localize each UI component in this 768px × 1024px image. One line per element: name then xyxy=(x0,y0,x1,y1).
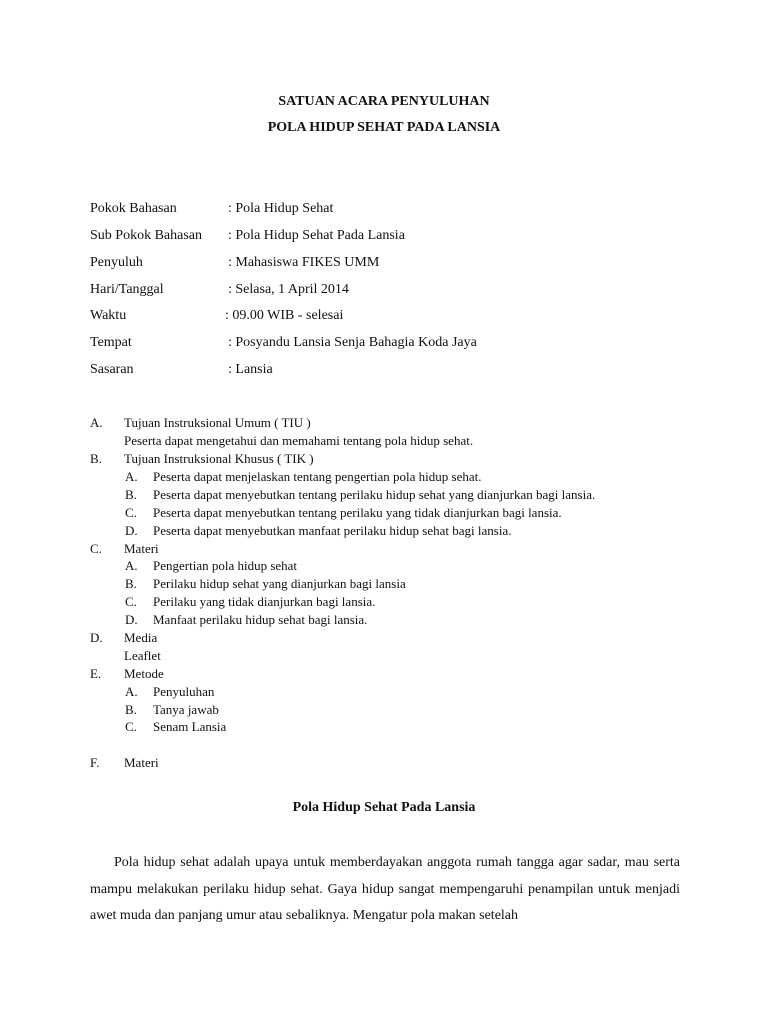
list-item-text: Tanya jawab xyxy=(153,702,219,717)
list-item-letter: D. xyxy=(125,523,138,538)
list-item-letter: C. xyxy=(125,719,137,734)
list-item-letter: A. xyxy=(125,558,138,573)
list-item-letter: B. xyxy=(125,576,137,591)
section-title: Tujuan Instruksional Khusus ( TIK ) xyxy=(124,451,314,466)
list-item-text: Perilaku hidup sehat yang dianjurkan bagi lansia xyxy=(153,576,406,591)
info-value: : Posyandu Lansia Senja Bahagia Koda Jaya xyxy=(228,335,477,350)
info-label: Sub Pokok Bahasan xyxy=(90,228,202,243)
document-subtitle: POLA HIDUP SEHAT PADA LANSIA xyxy=(267,120,501,135)
info-label: Hari/Tanggal xyxy=(90,282,164,297)
list-item-text: Peserta dapat menyebutkan tentang perilaku hidup sehat yang dianjurkan bagi lansia. xyxy=(153,487,596,502)
info-value: : Lansia xyxy=(228,362,273,377)
list-item-letter: A. xyxy=(125,684,138,699)
info-label: Waktu xyxy=(90,308,127,323)
section-body-text: Peserta dapat mengetahui dan memahami tentang pola hidup sehat. xyxy=(124,433,474,448)
section-letter: F. xyxy=(90,755,100,770)
section-letter: B. xyxy=(90,451,102,466)
materi-title: Pola Hidup Sehat Pada Lansia xyxy=(292,800,476,815)
section-letter: E. xyxy=(90,666,102,681)
section-title: Media xyxy=(124,630,158,645)
info-value: : Pola Hidup Sehat Pada Lansia xyxy=(228,228,405,243)
list-item-text: Peserta dapat menjelaskan tentang pengertian pola hidup sehat. xyxy=(153,469,482,484)
materi-paragraph: Pola hidup sehat adalah upaya untuk memberdayakan anggota rumah tangga agar sadar, mau serta mampu melakukan perilaku hidup sehat. Gaya hidup sangat mempengaruhi penampilan untuk menjadi awet muda dan panjang umur atau sebaliknya. Mengatur pola makan setelah xyxy=(90,855,680,923)
info-value: : Selasa, 1 April 2014 xyxy=(228,282,349,297)
list-item-text: Peserta dapat menyebutkan tentang perilaku yang tidak dianjurkan bagi lansia. xyxy=(153,505,562,520)
section-title: Materi xyxy=(124,541,159,556)
list-item-letter: B. xyxy=(125,487,137,502)
info-label: Pokok Bahasan xyxy=(90,201,177,216)
section-title: Tujuan Instruksional Umum ( TIU ) xyxy=(124,415,311,430)
list-item-text: Senam Lansia xyxy=(153,719,227,734)
list-item-text: Manfaat perilaku hidup sehat bagi lansia. xyxy=(153,612,368,627)
list-item-text: Penyuluhan xyxy=(153,684,215,699)
document-title: SATUAN ACARA PENYULUHAN xyxy=(278,94,490,109)
info-label: Tempat xyxy=(90,335,132,350)
list-item-letter: A. xyxy=(125,469,138,484)
list-item-text: Pengertian pola hidup sehat xyxy=(153,558,298,573)
section-letter: C. xyxy=(90,541,102,556)
section-body-text: Leaflet xyxy=(124,648,161,663)
section-letter: A. xyxy=(90,415,103,430)
list-item-letter: B. xyxy=(125,702,137,717)
info-value: : Pola Hidup Sehat xyxy=(228,201,334,216)
list-item-text: Perilaku yang tidak dianjurkan bagi lansia. xyxy=(153,594,376,609)
list-item-letter: C. xyxy=(125,594,137,609)
list-item-text: Peserta dapat menyebutkan manfaat perilaku hidup sehat bagi lansia. xyxy=(153,523,512,538)
info-value: : Mahasiswa FIKES UMM xyxy=(228,255,380,270)
info-value: : 09.00 WIB - selesai xyxy=(225,308,344,323)
section-letter: D. xyxy=(90,630,103,645)
info-label: Penyuluh xyxy=(90,255,143,270)
section-title: Materi xyxy=(124,755,159,770)
info-label: Sasaran xyxy=(90,362,134,377)
section-title: Metode xyxy=(124,666,164,681)
list-item-letter: C. xyxy=(125,505,137,520)
list-item-letter: D. xyxy=(125,612,138,627)
